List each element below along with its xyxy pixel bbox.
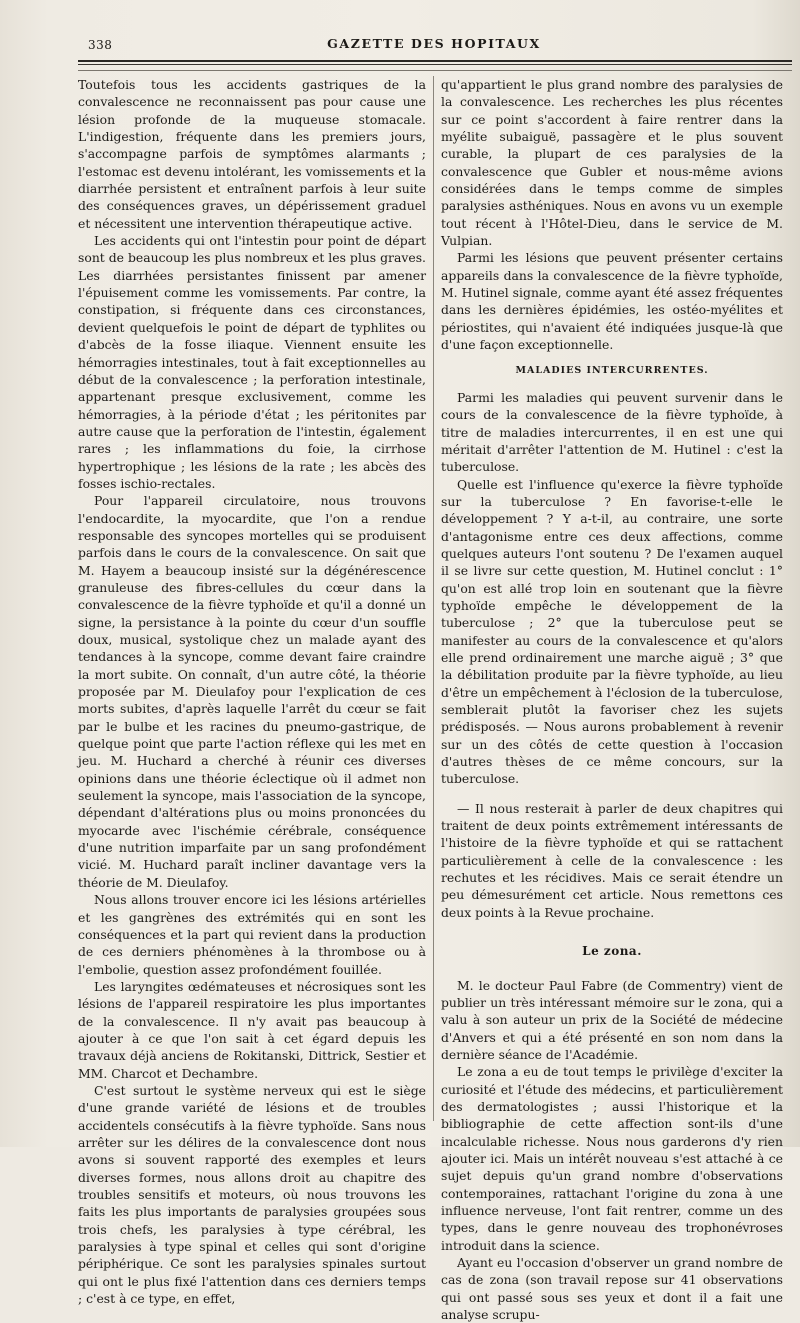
section-title-zona: Le zona. (582, 944, 642, 959)
page-number: 338 (88, 38, 113, 52)
paragraph-gap (441, 788, 783, 800)
left-column (78, 76, 426, 1307)
article-paragraph: Parmi les lésions que peuvent présenter certains appareils dans la convalescence de la fièvre typhoïde, M. Hutinel signale, comme ayant été assez fréquentes dans les dernières épidémies, les ostéo-myélites et périostites, qui n'avaient été indiquées jusque-là que d'une façon exceptionnelle. (441, 250, 783, 353)
page-header (78, 34, 790, 54)
article-paragraph: qu'appartient le plus grand nombre des paralysies de la convalescence. Les recherches les plus récentes sur ce point s'accordent à faire rentrer dans la myélite subaiguë, passagère et le plus souvent curable, la plupart de ces paralysies de la convalescence que Gubler et nous-même avions considérées dans le temps comme de simples paralysies asthéniques. Nous en avons vu un exemple tout récent à l'Hôtel-Dieu, dans le service de M. Vulpian. (441, 77, 783, 249)
article-paragraph: Les accidents qui ont l'intestin pour point de départ sont de beaucoup les plus nombreux et les plus graves. Les diarrhées persistantes finissent par amener l'épuisement comme les vomissements. Par contre, la constipation, si fréquente dans ces circonstances, devient quelquefois le point de départ de typhlites ou d'abcès de la fosse iliaque. Viennent ensuite les hémorragies intestinales, tout à fait exceptionnelles au début de la convalescence ; la perforation intestinale, appartenant presque exclusivement, comme les hémorragies, à la période d'état ; les péritonites par autre cause que la perforation de l'intestin, également rares ; les inflammations du foie, la cirrhose hypertrophique ; les lésions de la rate ; les abcès des fosses ischio-rectales. (78, 233, 426, 491)
header-rule-thin-lower (78, 70, 792, 71)
article-paragraph: Nous allons trouver encore ici les lésions artérielles et les gangrènes des extrémités qui en sont les conséquences et la part qui revient dans la production de ces derniers phénomènes à la thrombose ou à l'embolie, question assez profondément fouillée. (78, 892, 426, 977)
article-paragraph: Pour l'appareil circulatoire, nous trouvons l'endocardite, la myocardite, que l'on a rendue responsable des syncopes mortelles qui se produisent parfois dans le cours de la convalescence. On sait que M. Hayem a beaucoup insisté sur la dégénérescence granuleuse des fibres-cellules du cœur dans la convalescence de la fièvre typhoïde et qu'il a donné un signe, la persistance à la pointe du cœur d'un souffle doux, musical, systolique chez un malade ayant des tendances à la syncope, comme devant faire craindre la mort subite. On connaît, d'un autre côté, la théorie proposée par M. Dieulafoy pour l'explication de ces morts subites, d'après laquelle l'arrêt du cœur se fait par le bulbe et les racines du pneumo-gastrique, de quelque point que parte l'action réflexe qui les met en jeu. M. Huchard a cherché à réunir ces diverses opinions dans une théorie éclectique où il admet non seulement la syncope, mais l'association de la syncope, dépendant d'altérations plus ou moins prononcées du myocarde avec l'ischémie cérébrale, conséquence d'une nutrition imparfaite par un sang profondément vicié. M. Huchard paraît incliner davantage vers la théorie de M. Dieulafoy. (78, 493, 426, 890)
header-rule-thin (78, 64, 792, 65)
article-paragraph: Le zona a eu de tout temps le privilège d'exciter la curiosité et l'étude des médecins, et particulièrement des dermatologistes ; aussi l'historique et la bibliographie de cette affection sont-ils d'une incalculable richesse. Nous nous garderons d'y rien ajouter ici. Mais un intérêt nouveau s'est attaché à ce sujet depuis qu'un grand nombre d'observations contemporaines, rattachant l'origine du zona à une influence nerveuse, l'ont fait rentrer, comme un des types, dans le genre nouveau des trophonévroses introduit dans la science. (441, 1064, 783, 1253)
journal-title: GAZETTE DES HOPITAUX (327, 36, 541, 51)
article-paragraph: M. le docteur Paul Fabre (de Commentry) vient de publier un très intéressant mémoire sur le zona, qui a valu à son auteur un prix de la Société de médecine d'Anvers et qui a été présenté en son nom dans la dernière séance de l'Académie. (441, 977, 783, 1062)
article-paragraph: Quelle est l'influence qu'exerce la fièvre typhoïde sur la tuberculose ? En favorise-t-elle le développement ? Y a-t-il, au contraire, une sorte d'antagonisme entre ces deux affections, comme quelques auteurs l'ont soutenu ? De l'examen auquel il se livre sur cette question, M. Hutinel conclut : 1° qu'on est allé trop loin en soutenant que la fièvre typhoïde empêche le développement de la tuberculose ; 2° que la tuberculose peut se manifester au cours de la convalescence et qu'alors elle prend ordinairement une marche aiguë ; 3° que la débilitation produite par la fièvre typhoïde, au lieu d'être un empêchement à l'éclosion de la tuberculose, semblerait plutôt la favoriser chez les sujets prédisposés. — Nous aurons probablement à revenir sur un des côtés de cette question à l'occasion d'autres thèses de ce même concours, sur la tuberculose. (441, 476, 783, 787)
article-paragraph: Toutefois tous les accidents gastriques de la convalescence ne reconnaissent pas pour cause une lésion profonde de la muqueuse stomacale. L'indigestion, fréquente dans les premiers jours, s'accompagne parfois de symptômes alarmants ; l'estomac est devenu intolérant, les vomissements et la diarrhée persistent et entraînent parfois à leur suite des conséquences graves, un dépérissement graduel et nécessitent une intervention thérapeutique active. (78, 77, 426, 231)
header-rule-thick (78, 60, 792, 62)
article-paragraph: Les laryngites œdémateuses et nécrosiques sont les lésions de l'appareil respiratoire les plus importantes de la convalescence. Il n'y avait pas beaucoup à ajouter à ce que l'on sait à cet égard depuis les travaux déjà anciens de Rokitanski, Dittrick, Sestier et MM. Charcot et Dechambre. (78, 978, 426, 1081)
article-paragraph: — Il nous resterait à parler de deux chapitres qui traitent de deux points extrêmement intéressants de l'histoire de la fièvre typhoïde et qui se rattachent particulièrement à celle de la convalescence : les rechutes et les récidives. Mais ce serait étendre un peu démesurément cet article. Nous remettons ces deux points à la Revue prochaine. (441, 800, 783, 920)
article-paragraph: Ayant eu l'occasion d'observer un grand nombre de cas de zona (son travail repose sur 41 observations qui ont passé sous ses yeux et dont il a fait une analyse scrupu- (441, 1255, 783, 1323)
right-column (441, 76, 783, 1323)
article-paragraph: Parmi les maladies qui peuvent survenir dans le cours de la convalescence de la fièvre typhoïde, à titre de maladies intercurrentes, il en est une qui méritait d'arrêter l'attention de M. Hutinel : c'est la tuberculose. (441, 389, 783, 475)
article-paragraph: C'est surtout le système nerveux qui est le siège d'une grande variété de lésions et de troubles accidentels consécutifs à la fièvre typhoïde. Sans nous arrêter sur les délires de la convalescence dont nous avons si souvent rapporté des exemples et leurs diverses formes, nous allons droit au chapitre des troubles sensitifs et moteurs, où nous trouvons les faits les plus importants de paralysies groupées sous trois chefs, les paralysies à type cérébral, les paralysies à type spinal et celles qui sont d'origine périphérique. Ce sont les paralysies spinales surtout qui ont le plus fixé l'attention dans ces derniers temps ; c'est à ce type, en effet, (78, 1082, 426, 1307)
column-divider (433, 76, 434, 1121)
section-title-maladies-intercurrentes: MALADIES INTERCURRENTES. (515, 364, 709, 376)
